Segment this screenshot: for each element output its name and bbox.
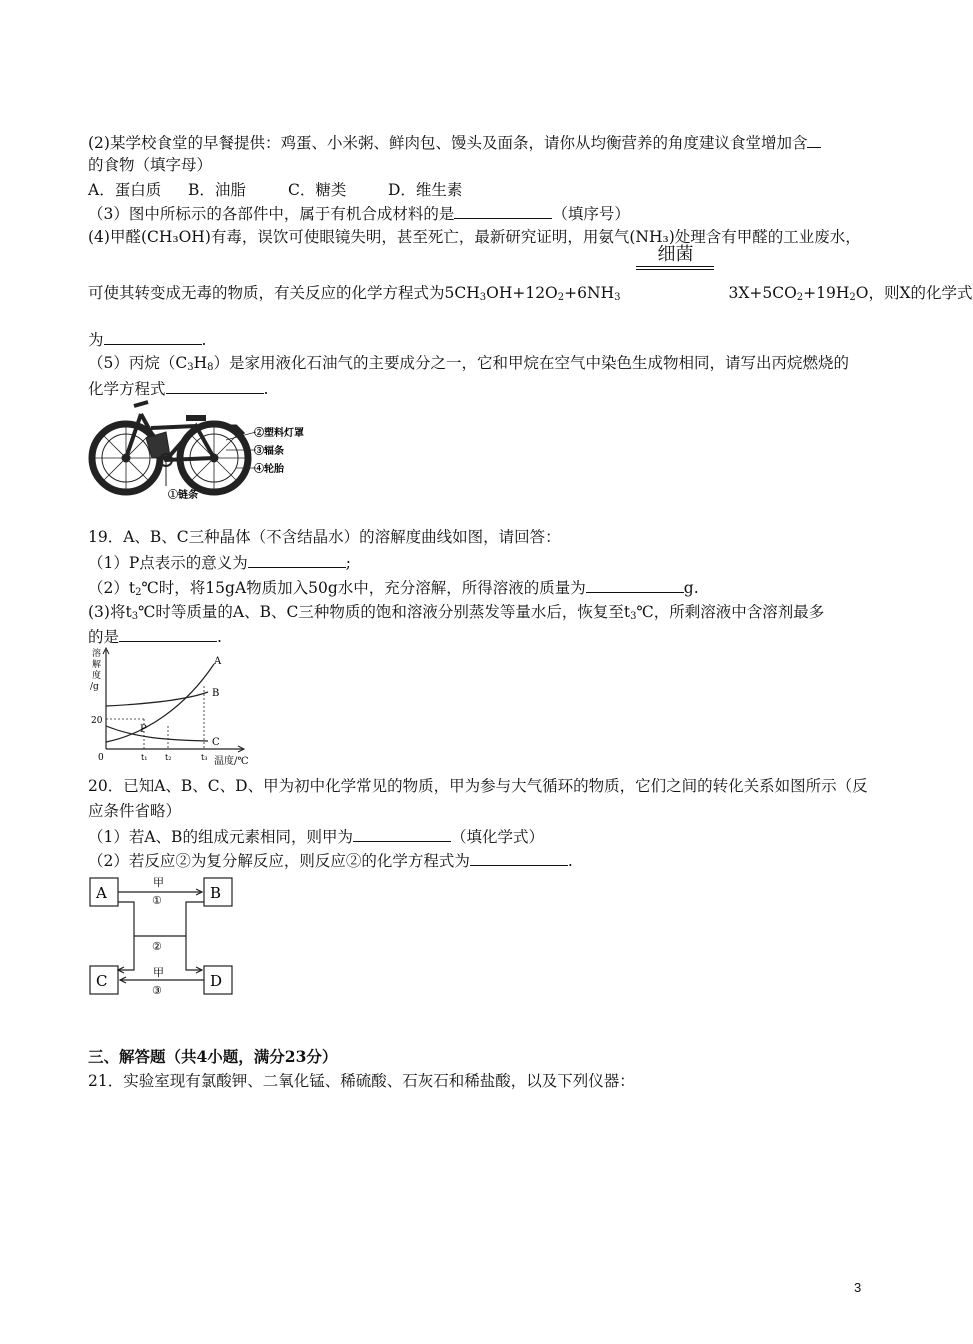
bike-label-chain: ①链条: [168, 490, 198, 501]
curve-label-c: C: [212, 737, 220, 748]
q18-part3: （3）图中所标示的各部件中，属于有机合成材料的是 （填序号）: [88, 205, 630, 223]
q18-part2-line2: 的食物（填字母）: [88, 156, 213, 174]
curve-label-a: A: [214, 656, 222, 667]
curve-b: [106, 692, 208, 706]
q19-part3-line2: 的是 .: [88, 628, 222, 646]
reagent-label-top: 甲: [153, 876, 164, 889]
q18-options: [88, 180, 488, 200]
condition-bacteria: 细菌: [657, 244, 694, 264]
step-label-2: ②: [152, 940, 162, 953]
transformation-diagram: [86, 868, 236, 1002]
curve-c: [106, 726, 208, 741]
x-tick-t2: t₂: [165, 753, 172, 762]
q21-stem: 21．实验室现有氯酸钾、二氧化锰、稀硫酸、石灰石和稀盐酸，以及下列仪器：: [88, 1072, 635, 1090]
x-label: 温度/℃: [214, 756, 249, 767]
bike-label-tire: ④轮胎: [254, 464, 284, 475]
y-tick-20: 20: [91, 716, 103, 726]
option-b: B．油脂: [188, 181, 246, 199]
box-label-a: A: [96, 884, 107, 902]
reaction-condition: [620, 244, 728, 298]
solubility-chart: [86, 646, 256, 768]
q18-part4-line1: (4)甲醛(CH₃OH)有毒，误饮可使眼镜失明，甚至死亡，最新研究证明，用氨气(NH₃)处理含有甲醛的工业废水，: [88, 228, 861, 246]
y-label: 溶解度/g: [90, 649, 102, 692]
curve-a: [106, 664, 214, 742]
option-d: D．维生素: [388, 181, 463, 199]
step-label-1: ①: [152, 894, 162, 907]
reagent-label-bottom: 甲: [153, 966, 164, 979]
q19-part2: $(2)t_2℃$时，将15gA物质加入50g水中，充分溶解，所得溶液的质量为 g.: [88, 579, 699, 598]
q20-part2: （2）若反应②为复分解反应，则反应②的化学方程式为 .: [88, 852, 573, 870]
box-label-b: B: [210, 884, 222, 902]
q19-stem: 19．A、B、C三种晶体（不含结晶水）的溶解度曲线如图，请回答：: [88, 528, 561, 546]
x-tick-t3: t₃: [201, 753, 208, 762]
step-label-3: ③: [152, 984, 162, 997]
bike-label-spoke: ③辐条: [254, 446, 284, 457]
curve-label-b: B: [212, 688, 220, 699]
q18-part5-line2: 化学方程式 .: [88, 380, 269, 398]
box-label-c: C: [96, 972, 108, 990]
box-label-d: D: [210, 972, 223, 990]
q18-part4-line2: 可使其转变成无毒的物质，有关反应的化学方程式为$5CH_3OH+12O_2+6NH_3$ 细菌 $3X+5CO_2+19H_2O$，则X的化学式: [88, 244, 973, 303]
option-c: C．糖类: [288, 181, 347, 199]
page-number: 3: [854, 1280, 862, 1295]
option-a: A．蛋白质: [88, 181, 162, 199]
q18-part4-line3: 为 .: [88, 331, 207, 349]
point-label-p: P: [140, 724, 147, 735]
q20-stem-line1: 20．已知A、B、C、D、甲为初中化学常见的物质，甲为参与大气循环的物质，它们之间的转化关系如图所示（反: [88, 777, 868, 795]
q18-part5-line1: （5）丙烷$(C_3H_8)$是家用液化石油气的主要成分之一，它和甲烷在空气中染色生成物相同，请写出丙烷燃烧的: [88, 354, 850, 373]
q19-part3-line1: (3)将$t_3℃$时等质量的A、B、C三种物质的饱和溶液分别蒸发等量水后，恢复至$t_3℃$，所剩溶液中含溶剂最多: [88, 603, 825, 622]
x-tick-t1: t₁: [141, 753, 148, 762]
q20-stem-line2: 应条件省略）: [88, 802, 182, 820]
q19-part1: （1）P点表示的意义为 ;: [88, 554, 352, 572]
origin-label: 0: [98, 753, 104, 763]
section-heading: 三、解答题（共4小题，满分23分）: [88, 1047, 338, 1066]
q20-part1: （1）若A、B的组成元素相同，则甲为 （填化学式）: [88, 828, 544, 846]
q18-part2-line1: (2)某学校食堂的早餐提供：鸡蛋、小米粥、鲜肉包、馒头及面条，请你从均衡营养的角度建议食堂增加含: [88, 132, 821, 153]
bicycle-figure: [86, 398, 316, 506]
bike-label-lamp: ②塑料灯罩: [254, 428, 304, 439]
